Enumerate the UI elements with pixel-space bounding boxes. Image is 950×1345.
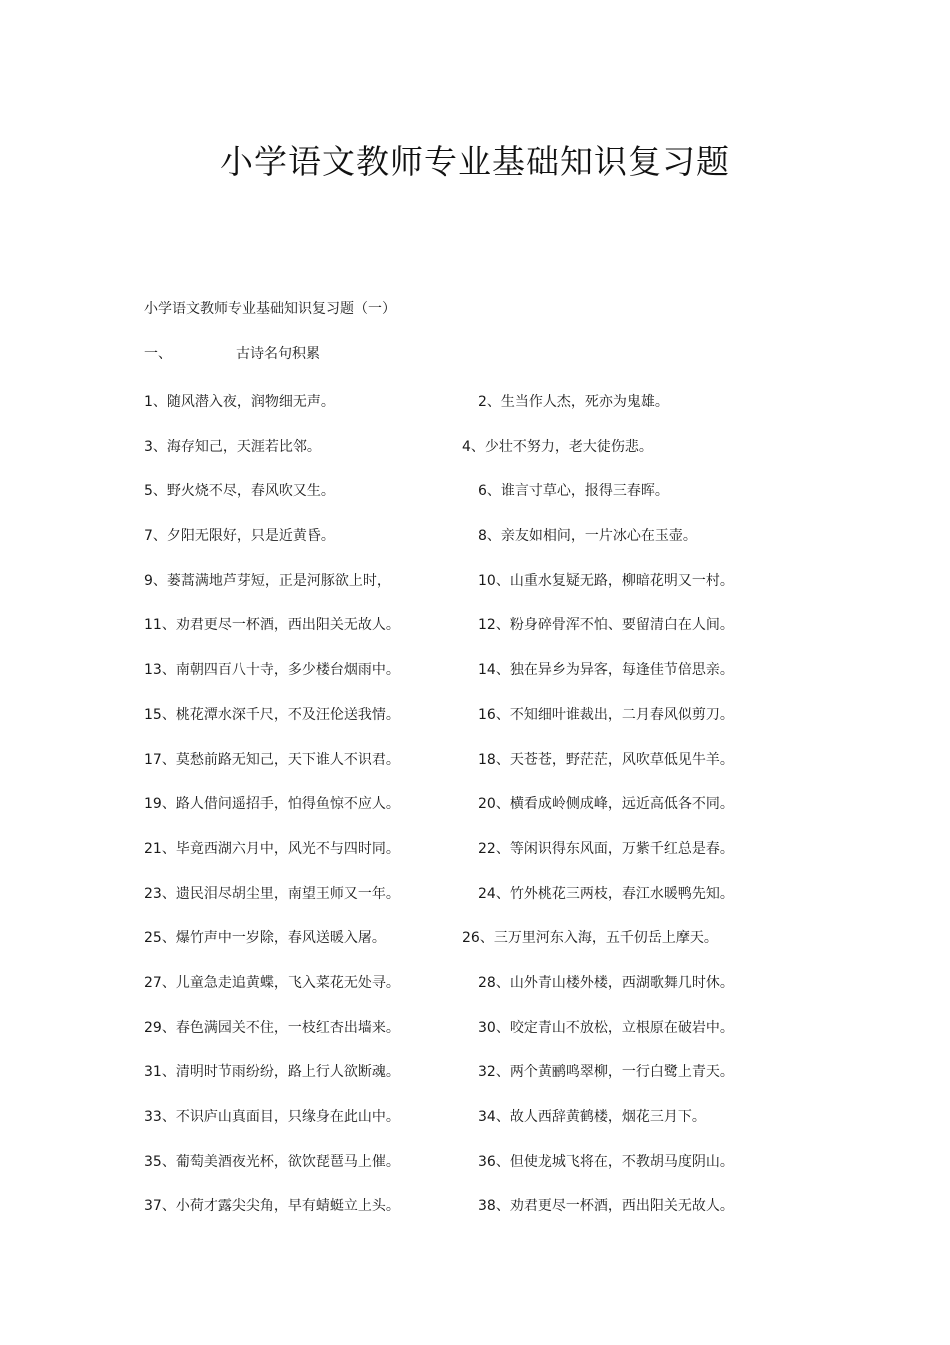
- poem-line: 27、儿童急走追黄蝶，飞入菜花无处寻。: [144, 974, 400, 991]
- poem-line: 17、莫愁前路无知己，天下谁人不识君。: [144, 751, 400, 768]
- poem-line: 11、劝君更尽一杯酒，西出阳关无故人。: [144, 617, 400, 634]
- poem-line: 1、随风潜入夜，润物细无声。: [144, 394, 335, 410]
- poem-line: 20、横看成岭侧成峰，远近高低各不同。: [478, 796, 734, 813]
- poem-row: [0, 571, 950, 616]
- poem-line: 2、生当作人杰，死亦为鬼雄。: [478, 394, 669, 410]
- poem-row: [0, 1107, 950, 1152]
- poem-line: 8、亲友如相问，一片冰心在玉壶。: [478, 528, 697, 545]
- section-number: 一、: [144, 346, 172, 362]
- poem-line: 25、爆竹声中一岁除，春风送暖入屠。: [144, 930, 386, 947]
- poem-line: 6、谁言寸草心，报得三春晖。: [478, 483, 669, 500]
- poem-line: 9、蒌蒿满地芦芽短，正是河豚欲上时，: [144, 572, 391, 589]
- poem-row: [0, 1062, 950, 1107]
- poem-line: 35、葡萄美酒夜光杯，欲饮琵琶马上催。: [144, 1153, 400, 1170]
- poem-line: 14、独在异乡为异客，每逢佳节倍思亲。: [478, 662, 734, 679]
- section-title: 古诗名句积累: [236, 346, 320, 362]
- poem-line: 30、咬定青山不放松，立根原在破岩中。: [478, 1019, 734, 1036]
- poem-line: 28、山外青山楼外楼，西湖歌舞几时休。: [478, 974, 734, 991]
- poem-line: 24、竹外桃花三两枝，春江水暖鸭先知。: [478, 885, 734, 902]
- poem-line: 34、故人西辞黄鹤楼，烟花三月下。: [478, 1109, 706, 1125]
- poem-line: 4、少壮不努力，老大徒伤悲。: [462, 438, 653, 455]
- poem-line: 21、毕竟西湖六月中，风光不与四时同。: [144, 840, 400, 857]
- poem-line: 23、遗民泪尽胡尘里，南望王师又一年。: [144, 885, 400, 902]
- poem-line: 31、清明时节雨纷纷，路上行人欲断魂。: [144, 1064, 400, 1081]
- poem-line: 3、海存知己，天涯若比邻。: [144, 438, 321, 455]
- poem-row: [0, 481, 950, 526]
- poem-list: [0, 392, 950, 1241]
- poem-row: [0, 392, 950, 437]
- poem-line: 12、粉身碎骨浑不怕、要留清白在人间。: [478, 617, 734, 634]
- poem-row: [0, 1018, 950, 1063]
- poem-line: 19、路人借问遥招手，怕得鱼惊不应人。: [144, 796, 400, 813]
- poem-row: [0, 705, 950, 750]
- poem-line: 16、不知细叶谁裁出，二月春风似剪刀。: [478, 706, 734, 723]
- poem-line: 5、野火烧不尽，春风吹又生。: [144, 483, 335, 500]
- poem-line: 7、夕阳无限好，只是近黄昏。: [144, 528, 335, 545]
- poem-row: [0, 973, 950, 1018]
- poem-line: 26、三万里河东入海，五千仞岳上摩天。: [462, 930, 718, 947]
- poem-line: 10、山重水复疑无路，柳暗花明又一村。: [478, 572, 734, 589]
- poem-row: [0, 615, 950, 660]
- document-subtitle: 小学语文教师专业基础知识复习题（一）: [144, 301, 396, 317]
- poem-row: [0, 1152, 950, 1197]
- poem-line: 36、但使龙城飞将在，不教胡马度阴山。: [478, 1153, 734, 1170]
- poem-line: 32、两个黄鹂鸣翠柳，一行白鹭上青天。: [478, 1064, 734, 1081]
- poem-row: [0, 750, 950, 795]
- poem-line: 37、小荷才露尖尖角，早有蜻蜓立上头。: [144, 1198, 400, 1215]
- section-heading: [144, 344, 320, 364]
- poem-row: [0, 437, 950, 482]
- poem-row: [0, 928, 950, 973]
- poem-row: [0, 884, 950, 929]
- poem-row: [0, 794, 950, 839]
- poem-line: 22、等闲识得东风面，万紫千红总是春。: [478, 840, 734, 857]
- poem-line: 18、天苍苍，野茫茫，风吹草低见牛羊。: [478, 751, 734, 768]
- poem-line: 15、桃花潭水深千尺，不及汪伦送我情。: [144, 706, 400, 723]
- poem-row: [0, 526, 950, 571]
- poem-row: [0, 1196, 950, 1241]
- poem-line: 33、不识庐山真面目，只缘身在此山中。: [144, 1109, 400, 1125]
- poem-line: 13、南朝四百八十寺，多少楼台烟雨中。: [144, 662, 400, 679]
- poem-row: [0, 660, 950, 705]
- poem-row: [0, 839, 950, 884]
- poem-line: 38、劝君更尽一杯酒，西出阳关无故人。: [478, 1198, 734, 1215]
- document-title: 小学语文教师专业基础知识复习题: [220, 142, 730, 181]
- poem-line: 29、春色满园关不住，一枝红杏出墙来。: [144, 1019, 400, 1036]
